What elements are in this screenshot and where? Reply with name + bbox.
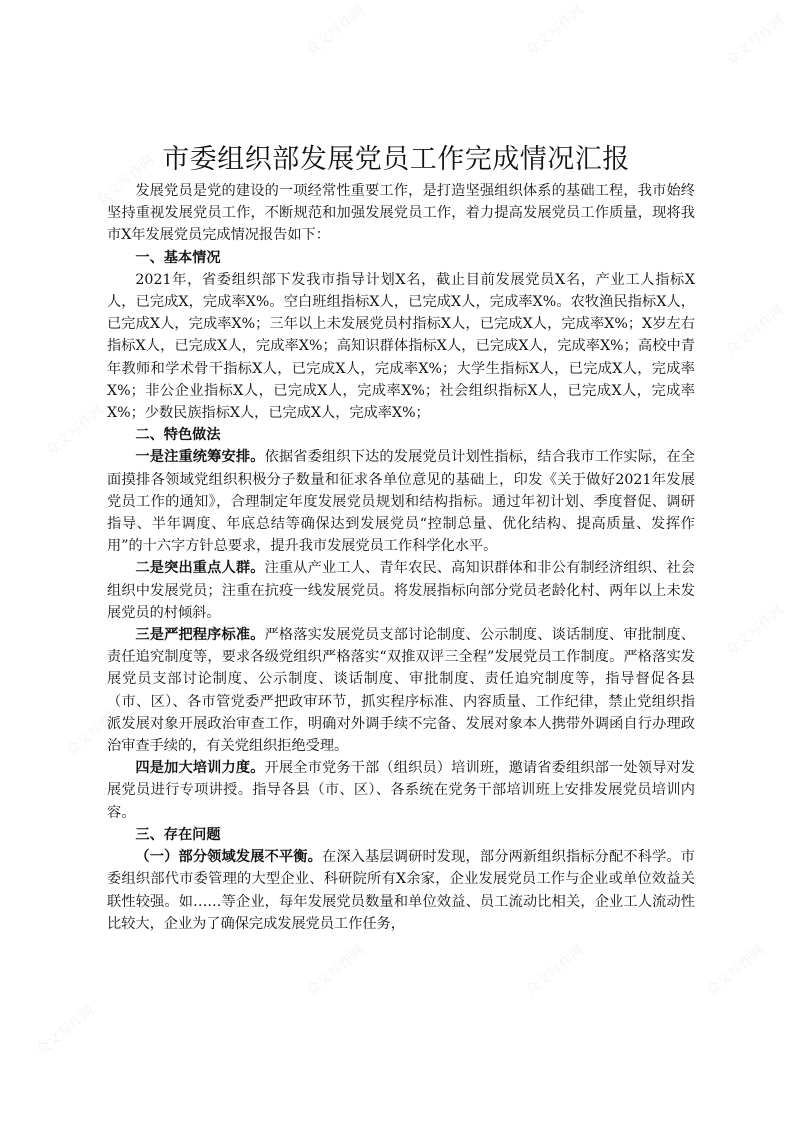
practice-lead-3: 三是严把程序标准。 (135, 627, 265, 644)
watermark: 众文写作网 (303, 942, 368, 1000)
section-heading-practices: 二、特色做法 (135, 427, 221, 444)
practice-paragraph-3 (107, 624, 695, 757)
section-heading-basic: 一、基本情况 (135, 249, 221, 266)
intro-paragraph: 发展党员是党的建设的一项经常性重要工作，是打造坚强组织体系的基础工程，我市始终坚持重视发展党员工作，不断规范和加强发展党员工作，着力提高发展党员工作质量，现将我市X年发展党员完成情况报告如下： (107, 183, 695, 244)
practice-lead-2: 二是突出重点人群。 (135, 560, 265, 577)
watermark: 众文写作网 (703, 942, 768, 1000)
practice-paragraph-4 (107, 757, 695, 824)
watermark: 众文写作网 (723, 302, 788, 360)
watermark: 众文写作网 (33, 1002, 98, 1060)
document-body (107, 140, 695, 935)
watermark: 众文写作网 (723, 12, 788, 70)
basic-situation-paragraph: 2021年，省委组织部下发我市指导计划X名，截止目前发展党员X名，产业工人指标X人，已完成X，完成率X%。空白班组指标X人，已完成X人，完成率X%。农牧渔民指标X人，已完成X人，完成率X%；三年以上未发展党员村指标X人，已完成X人，完成率X%；X岁左右指标X人，已完成X人，完成率X%；高知识群体指标X人，已完成X人，完成率X%；高校中青年教师和学术骨干指标X人，已完成X人，完成率X%；大学生指标X人，已完成X人，完成率X%；非公企业指标X人，已完成X人，完成率X%；社会组织指标X人，已完成X人，完成率X%；少数民族指标X人，已完成X人，完成率X%； (107, 271, 695, 422)
problem-paragraph-1 (107, 846, 695, 935)
watermark: 众文写作网 (93, 152, 158, 210)
practice-lead-1: 一是注重统筹安排。 (135, 449, 265, 466)
practice-body-3: 严格落实发展党员支部讨论制度、公示制度、谈话制度、审批制度、责任追究制度等，要求各级党组织严格落实“双推双评三全程”发展党员工作制度。严格落实发展党员支部讨论制度、公示制度、谈话制度、审批制度、责任追究制度等，指导督促各县（市、区）、各市管党委严把政审环节，抓实程序标准、内容质量、工作纪律，禁止党组织指派发展对象开展政治审查工作，明确对外调手续不完备、发展对象本人携带外调函自行办理政治审查手续的，有关党组织拒绝受理。 (107, 627, 695, 755)
problem-lead-1: （一）部分领域发展不平衡。 (135, 849, 322, 866)
watermark: 众文写作网 (63, 702, 128, 760)
practice-paragraph-1 (107, 446, 695, 557)
watermark: 众文写作网 (43, 402, 108, 460)
watermark: 众文写作网 (723, 602, 788, 660)
practice-body-2: 注重从产业工人、青年农民、高知识群体和非公有制经济组织、社会组织中发展党员；注重在抗疫一线发展党员。将发展指标向部分党员老龄化村、两年以上未发展党员的村倾斜。 (107, 560, 695, 621)
document-title: 市委组织部发展党员工作完成情况汇报 (162, 144, 630, 175)
section-heading-problems: 三、存在问题 (135, 826, 221, 843)
watermark: 众文写作网 (303, 2, 368, 60)
problem-body-1: 在深入基层调研时发现，部分两新组织指标分配不科学。市委组织部代市委管理的大型企业、科研院所有X余家，企业发展党员工作与企业或单位效益关联性较强。如……等企业，每年发展党员数量和单位效益、员工流动比相关，企业工人流动性比较大，企业为了确保完成发展党员工作任务， (107, 849, 695, 932)
watermark: 众文写作网 (523, 2, 588, 60)
practice-body-4: 开展全市党务干部（组织员）培训班，邀请省委组织部一处领导对发展党员进行专项讲授。指导各县（市、区）、各系统在党务干部培训班上安排发展党员培训内容。 (107, 760, 695, 821)
practice-body-1: 依据省委组织下达的发展党员计划性指标，结合我市工作实际，在全面摸排各领域党组织积极分子数量和征求各单位意见的基础上，印发《关于做好2021年发展党员工作的通知》，合理制定年度发展党员规划和结构指标。通过年初计划、季度督促、调研指导、半年调度、年底总结等确保达到发展党员“控制总量、优化结构、提高质量、发挥作用”的十六字方针总要求，提升我市发展党员工作科学化水平。 (107, 449, 695, 555)
practice-paragraph-2 (107, 557, 695, 624)
watermark: 众文写作网 (523, 942, 588, 1000)
practice-lead-4: 四是加大培训力度。 (135, 760, 265, 777)
